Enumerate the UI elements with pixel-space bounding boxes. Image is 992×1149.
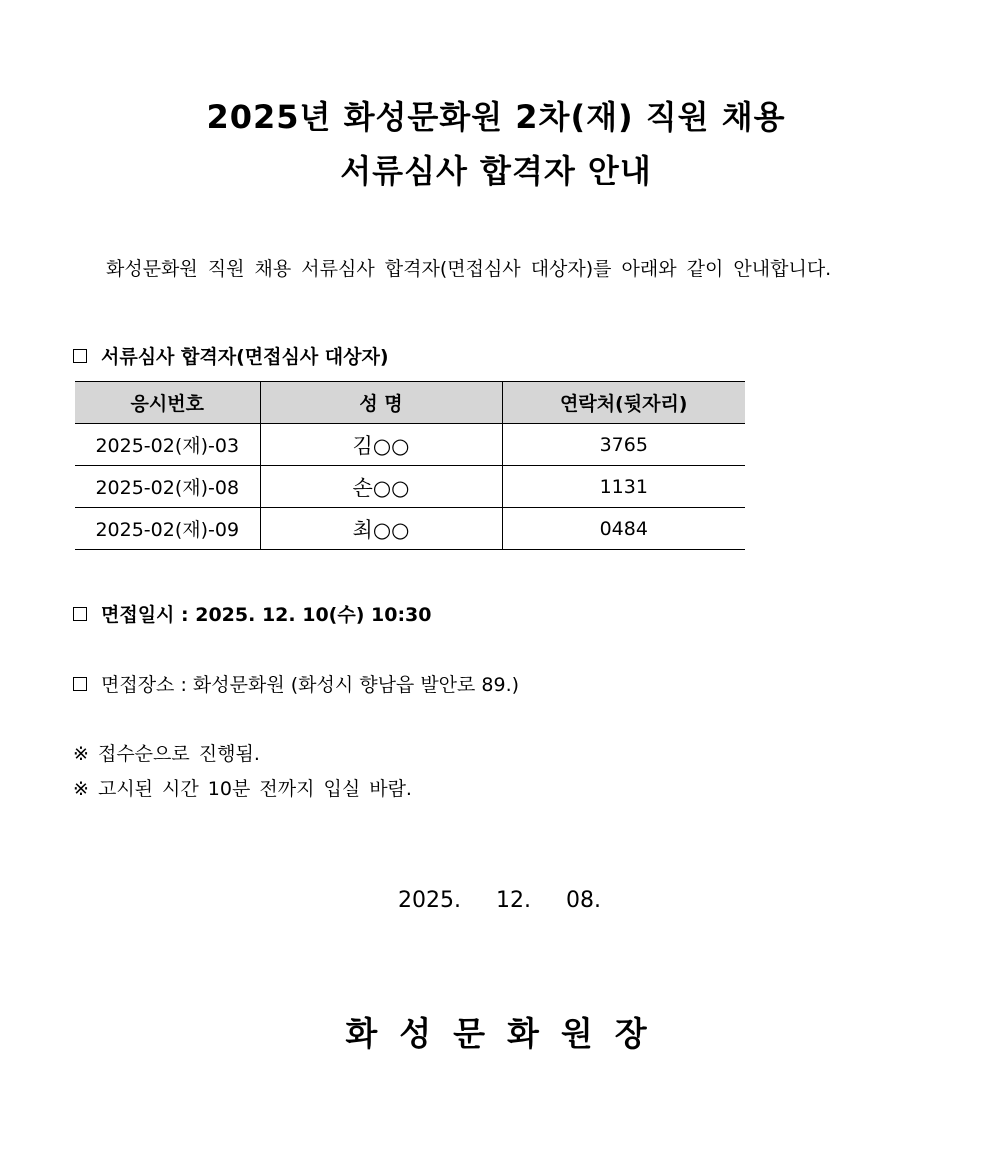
header-exam-number: 응시번호: [75, 382, 260, 424]
table-row: [75, 508, 745, 550]
interview-date-line: [73, 600, 432, 627]
header-contact: 연락처(뒷자리): [502, 382, 745, 424]
cell-name: 김○○: [260, 424, 502, 466]
cell-name: 최○○: [260, 508, 502, 550]
cell-exam-number: 2025-02(재)-08: [75, 466, 260, 508]
page-title-line1: 2025년 화성문화원 2차(재) 직원 채용: [206, 98, 786, 136]
table-header-row: [75, 382, 745, 424]
applicant-table: [75, 381, 745, 550]
intro-text: 화성문화원 직원 채용 서류심사 합격자(면접심사 대상자)를 아래와 같이 안내합니다.: [106, 258, 832, 280]
document-date: 2025. 12. 08.: [398, 888, 601, 913]
section-heading-text: 서류심사 합격자(면접심사 대상자): [101, 346, 389, 368]
cell-contact: 0484: [502, 508, 745, 550]
table-row: [75, 466, 745, 508]
page-title-line2: 서류심사 합격자 안내: [340, 152, 652, 190]
checkbox-square-icon: [73, 607, 87, 621]
table-row: [75, 424, 745, 466]
checkbox-square-icon: [73, 349, 87, 363]
issuer-signature: 화성문화원장: [345, 1014, 669, 1053]
interview-date-text: 면접일시 : 2025. 12. 10(수) 10:30: [101, 604, 432, 626]
note-item: ※ 고시된 시간 10분 전까지 입실 바람.: [73, 778, 412, 800]
interview-place-line: [73, 670, 519, 697]
cell-exam-number: 2025-02(재)-03: [75, 424, 260, 466]
cell-contact: 1131: [502, 466, 745, 508]
header-name: 성 명: [260, 382, 502, 424]
interview-place-text: 면접장소 : 화성문화원 (화성시 향남읍 발안로 89.): [101, 674, 520, 696]
note-item: ※ 접수순으로 진행됨.: [73, 743, 260, 765]
cell-name: 손○○: [260, 466, 502, 508]
checkbox-square-icon: [73, 677, 87, 691]
cell-exam-number: 2025-02(재)-09: [75, 508, 260, 550]
section-heading: [73, 342, 389, 369]
cell-contact: 3765: [502, 424, 745, 466]
